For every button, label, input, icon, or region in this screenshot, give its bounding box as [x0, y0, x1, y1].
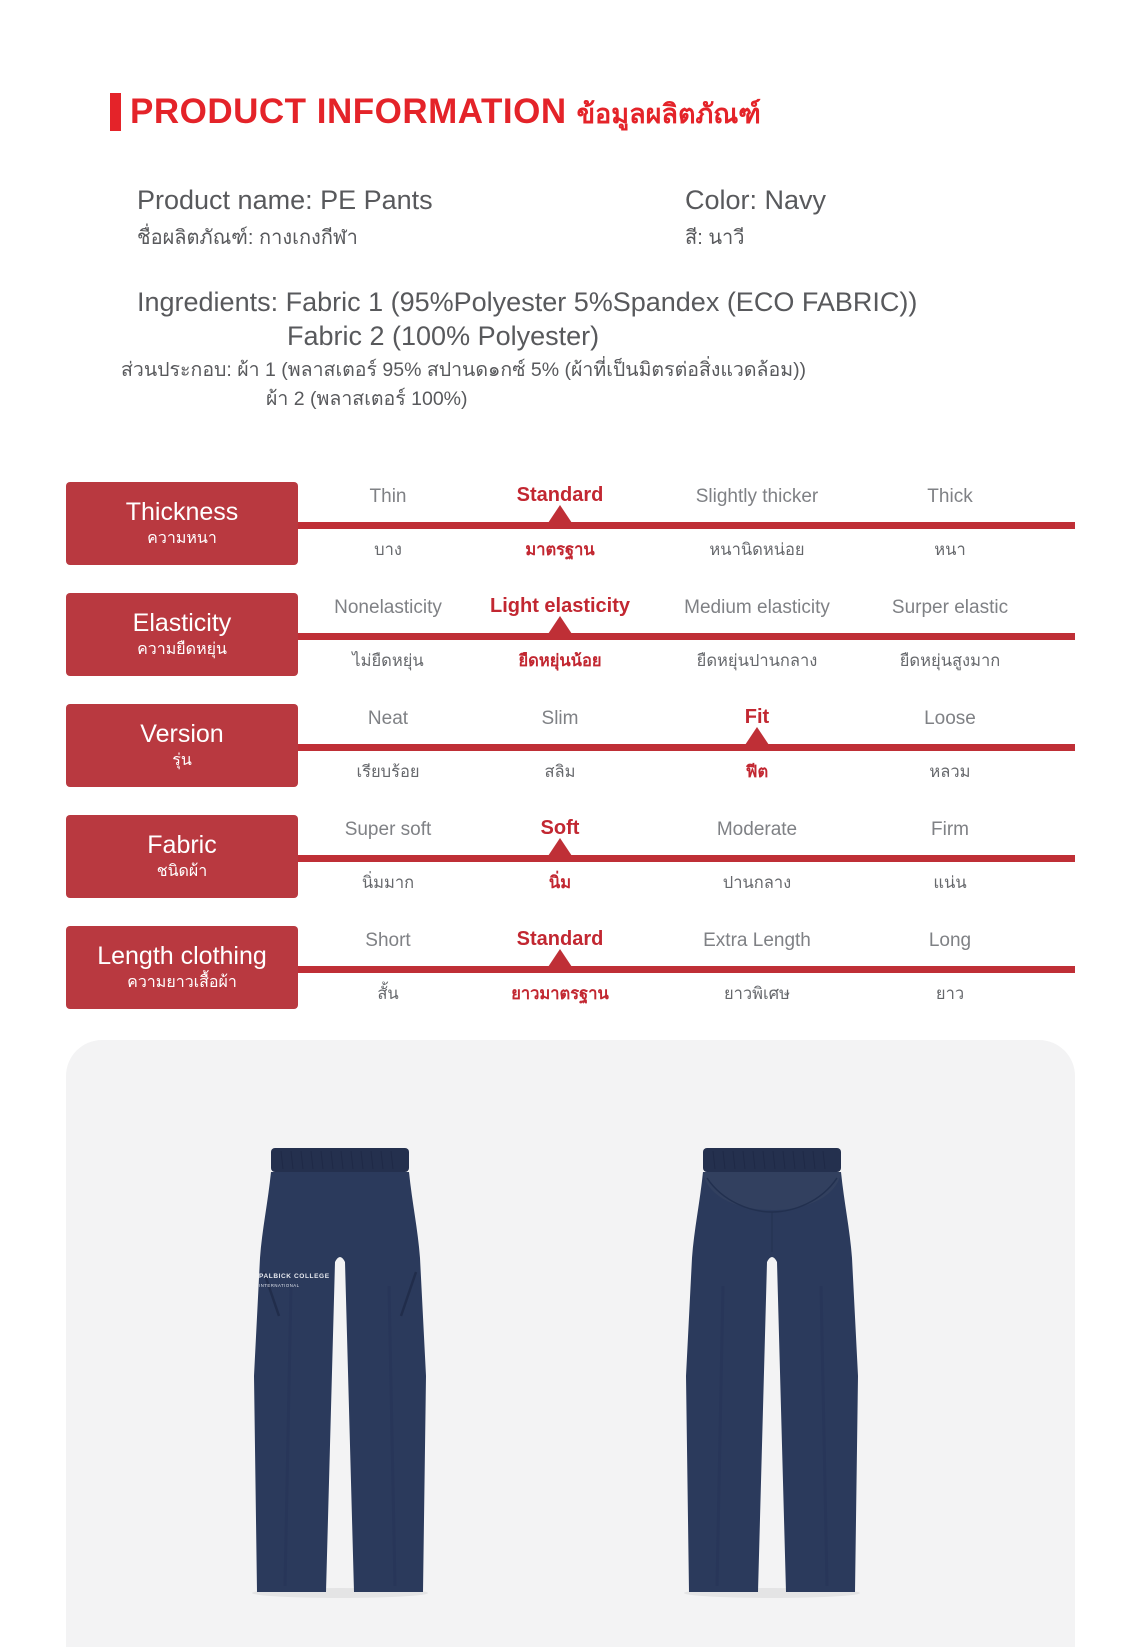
option-label-th: หนานิดหน่อย [709, 541, 805, 559]
option-label: Nonelasticity [334, 597, 442, 618]
option-label: Fit [744, 706, 770, 728]
ingredients-th-block [121, 356, 806, 415]
option-label-th: ฟีต [745, 763, 769, 781]
selected-option-marker-icon [548, 838, 572, 856]
attribute-name: Length clothing [97, 941, 267, 970]
attribute-label-box [66, 926, 298, 1009]
option-label: Slightly thicker [695, 486, 819, 507]
option-label: Moderate [716, 819, 798, 840]
option-label: Standard [516, 928, 604, 950]
attribute-name: Elasticity [132, 608, 232, 637]
option-label: Soft [540, 817, 580, 839]
attribute-name-th: ความหนา [147, 530, 217, 548]
option-label: Extra Length [703, 930, 811, 951]
selected-option-marker-icon [548, 949, 572, 967]
page-title-th: ข้อมูลผลิตภัณฑ์ [576, 99, 761, 129]
option-label: Standard [516, 484, 604, 506]
option-label-th: ยาวมาตรฐาน [511, 985, 609, 1003]
selected-option-marker-icon [548, 505, 572, 523]
option-label: Long [928, 930, 972, 951]
pants-front-body [254, 1172, 426, 1592]
ingredients-th-line2: ผ้า 2 (พลาสเตอร์ 100%) [266, 388, 468, 411]
ingredients-line1: Ingredients: Fabric 1 (95%Polyester 5%Spandex (ECO FABRIC)) [137, 287, 918, 317]
option-label-th: ยาว [935, 985, 965, 1003]
product-name-th: ชื่อผลิตภัณฑ์: กางเกงกีฬา [137, 226, 358, 249]
product-image-panel [66, 1040, 1075, 1647]
attribute-scale-line [292, 744, 1075, 751]
option-label: Surper elastic [891, 597, 1009, 618]
attribute-row-thickness [66, 482, 1075, 565]
attribute-row-length-clothing [66, 926, 1075, 1009]
option-label-th: เรียบร้อย [356, 763, 420, 781]
pants-front-image [229, 1146, 451, 1598]
ingredients-th-line1: ส่วนประกอบ: ผ้า 1 (พลาสเตอร์ 95% สปานด๑กซ์ 5% (ผ้าที่เป็นมิตรต่อสิ่งแวดล้อม)) [121, 359, 807, 381]
attribute-scale-line [292, 633, 1075, 640]
attribute-label-box [66, 704, 298, 787]
option-label-th: หลวม [929, 763, 971, 781]
attribute-name: Thickness [125, 497, 239, 526]
attribute-name: Fabric [147, 830, 217, 859]
attribute-label-box [66, 593, 298, 676]
option-label-th: ยาวพิเศษ [723, 985, 791, 1003]
option-label-th: สลิม [544, 763, 576, 781]
option-label: Loose [924, 708, 976, 729]
product-color: Color: Navy [685, 185, 827, 215]
attribute-label-box [66, 815, 298, 898]
product-name-block [137, 184, 433, 251]
option-label-th: ยืดหยุ่นน้อย [518, 652, 602, 670]
option-label-th: ปานกลาง [722, 874, 792, 892]
option-label-th: หนา [934, 541, 966, 559]
attribute-name: Version [140, 719, 224, 748]
option-label: Super soft [344, 819, 432, 840]
product-name: Product name: PE Pants [137, 185, 433, 215]
attributes-table [66, 482, 1075, 1037]
option-label-th: บาง [374, 541, 402, 559]
brand-logo-subtext: INTERNATIONAL [259, 1283, 300, 1288]
page-header [110, 88, 761, 135]
selected-option-marker-icon [745, 727, 769, 745]
title-accent-bar [110, 93, 121, 131]
attribute-label-box [66, 482, 298, 565]
option-label-th: สั้น [377, 985, 399, 1003]
attribute-name-th: ชนิดผ้า [156, 863, 208, 881]
option-label: Thin [369, 486, 407, 507]
page-title: PRODUCT INFORMATION [130, 91, 567, 131]
option-label: Short [365, 930, 411, 951]
option-label-th: แน่น [933, 874, 967, 892]
attribute-scale-line [292, 855, 1075, 862]
attribute-row-elasticity [66, 593, 1075, 676]
option-label-th: ยืดหยุ่นปานกลาง [696, 652, 818, 670]
product-color-th: สี: นาวี [685, 226, 745, 249]
option-label: Thick [927, 486, 973, 507]
option-label: Medium elasticity [684, 597, 830, 618]
option-label-th: มาตรฐาน [525, 541, 595, 559]
option-label-th: ยืดหยุ่นสูงมาก [899, 652, 1001, 670]
option-label: Slim [541, 708, 579, 729]
ingredients-line2: Fabric 2 (100% Polyester) [287, 320, 600, 351]
attribute-name-th: ความยาวเสื้อผ้า [127, 974, 237, 992]
ingredients-block [137, 286, 917, 354]
product-color-block [685, 184, 826, 251]
attribute-name-th: รุ่น [172, 752, 192, 770]
option-label-th: นิ่ม [548, 874, 572, 892]
option-label: Firm [931, 819, 969, 840]
attribute-scale-line [292, 966, 1075, 973]
attribute-row-fabric [66, 815, 1075, 898]
selected-option-marker-icon [548, 616, 572, 634]
option-label-th: นิ่มมาก [361, 874, 415, 892]
option-label: Neat [367, 708, 409, 729]
option-label-th: ไม่ยืดหยุ่น [352, 652, 424, 670]
attribute-name-th: ความยืดหยุ่น [137, 641, 227, 659]
brand-logo-text: PALBICK COLLEGE [259, 1273, 330, 1280]
option-label: Light elasticity [489, 595, 631, 617]
pants-back-image [661, 1146, 883, 1598]
attribute-scale-line [292, 522, 1075, 529]
attribute-row-version [66, 704, 1075, 787]
